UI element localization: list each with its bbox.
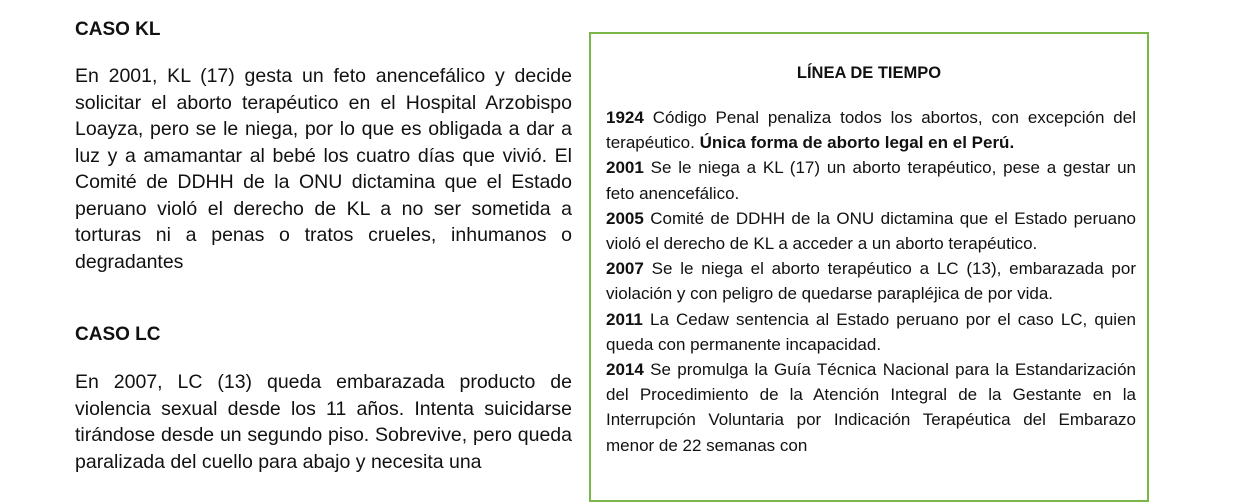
timeline-box (589, 32, 1149, 502)
timeline-text: Código Penal penaliza todos los abortos, con excepción del terapéutico. (606, 108, 1136, 153)
timeline-year: 2001 (606, 158, 644, 178)
timeline-text: Se le niega el aborto terapéutico a LC (13), embarazada por violación y con peligro de quedarse parapléjica de por vida. (606, 259, 1136, 304)
case-kl-heading: CASO KL (75, 19, 161, 40)
case-lc-heading: CASO LC (75, 324, 161, 345)
timeline-entry (606, 105, 1136, 155)
timeline-year: 2005 (606, 208, 644, 228)
timeline-year: 2014 (606, 360, 644, 380)
case-kl-body: En 2001, KL (17) gesta un feto anencefálico y decide solicitar el aborto terapéutico en el Hospital Arzobispo Loayza, pero se le niega, por lo que es obligada a dar a luz y a amamantar al bebé los cuatro días que vivió. El Comité de DDHH de la ONU dictamina que el Estado peruano violó el derecho de KL a no ser sometida a torturas ni a penas o tratos crueles, inhumanos o degradantes (75, 65, 572, 273)
timeline-title: LÍNEA DE TIEMPO (796, 64, 942, 82)
timeline-emphasis: Única forma de aborto legal en el Perú. (699, 133, 1015, 153)
timeline-entry (606, 155, 1136, 205)
timeline-text: Se le niega a KL (17) un aborto terapéutico, pese a gestar un feto anencefálico. (606, 158, 1136, 203)
timeline-year: 1924 (606, 108, 644, 127)
timeline-year: 2011 (606, 309, 643, 329)
timeline-list (606, 105, 1136, 458)
case-lc-body: En 2007, LC (13) queda embarazada producto de violencia sexual desde los 11 años. Intenta suicidarse tirándose desde un segundo piso. Sobrevive, pero queda paralizada del cuello para abajo y necesita una (75, 371, 572, 473)
timeline-entry (606, 206, 1136, 256)
timeline-text: Se promulga la Guía Técnica Nacional para la Estandarización del Procedimiento de la Atención Integral de la Gestante en la Interrupción Voluntaria por Indicación Terapéutica del Embarazo menor de 22 semanas con (606, 360, 1136, 455)
timeline-text: Comité de DDHH de la ONU dictamina que el Estado peruano violó el derecho de KL a acceder a un aborto terapéutico. (606, 208, 1136, 254)
timeline-text: La Cedaw sentencia al Estado peruano por el caso LC, quien queda con permanente incapacidad. (606, 309, 1136, 354)
timeline-entry (606, 357, 1136, 458)
timeline-entry (606, 307, 1136, 357)
timeline-entry (606, 256, 1136, 306)
timeline-year: 2007 (606, 259, 644, 279)
